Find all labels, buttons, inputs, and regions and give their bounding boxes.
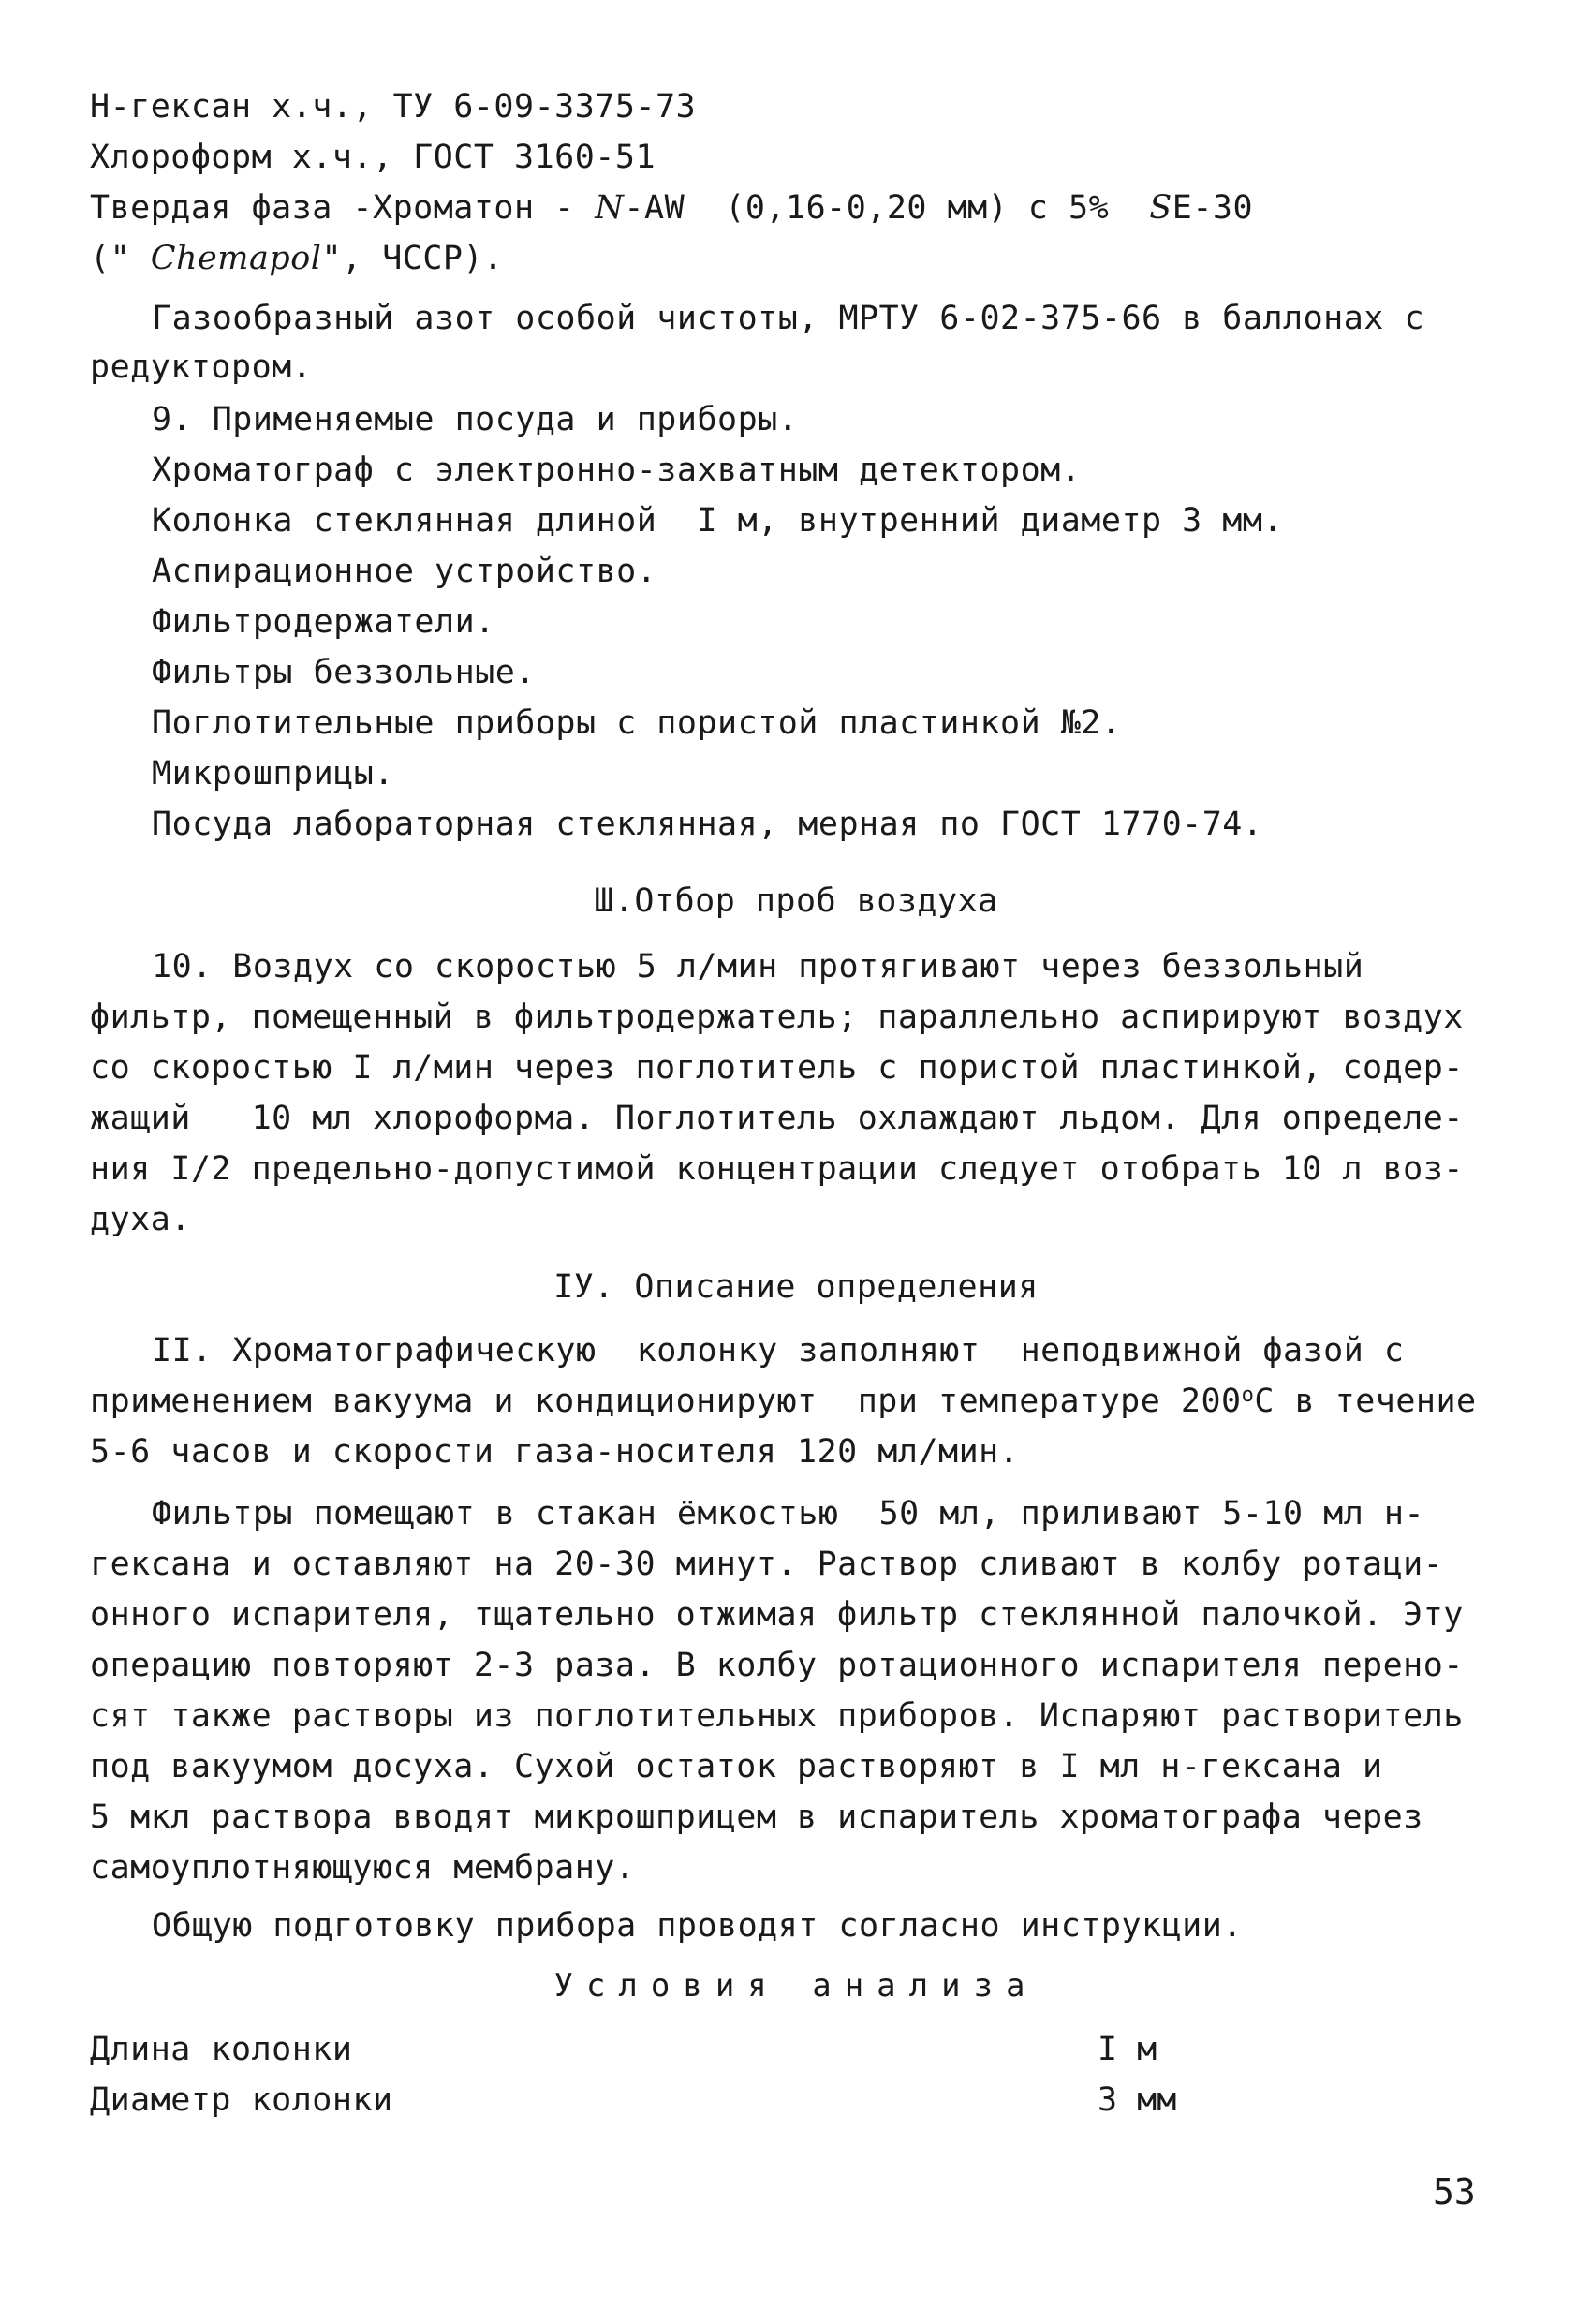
reagent-solid-phase	[90, 187, 1253, 229]
sampling-line: духа.	[90, 1201, 191, 1238]
description-p11-line: II. Хроматографическую колонку заполняют неподвижной фазой с	[152, 1332, 1405, 1369]
p11-text-a: применением вакуума и кондиционируют при температуре 200	[90, 1383, 1242, 1420]
reagent-nitrogen-line1: Газообразный азот особой чистоты, МРТУ 6-02-375-66 в баллонах с	[152, 300, 1425, 337]
description-p12-line: 5 мкл раствора вводят микрошприцем в испаритель хроматографа через	[90, 1799, 1423, 1836]
equipment-item: Микрошприцы.	[152, 755, 394, 792]
equipment-item: Аспирационное устройство.	[152, 553, 657, 590]
p11-text-b: С в течение	[1254, 1383, 1477, 1420]
description-p12-line: самоуплотняющуюся мембрану.	[90, 1849, 636, 1887]
description-p12-line: под вакуумом досуха. Сухой остаток растворяют в I мл н-гексана и	[90, 1748, 1383, 1785]
description-p11-line	[90, 1381, 1477, 1422]
section-heading-description: IУ. Описание определения	[553, 1268, 1039, 1306]
equipment-item: Фильтры беззольные.	[152, 654, 536, 691]
condition-label-column-length: Длина колонки	[90, 2031, 353, 2068]
sampling-line: со скоростью I л/мин через поглотитель с пористой пластинкой, содер-	[90, 1049, 1464, 1087]
equipment-item: Хроматограф с электронно-захватным детектором.	[152, 451, 1082, 489]
equipment-item: Поглотительные приборы с пористой пластинкой №2.	[152, 704, 1122, 742]
origin-close: ", ЧССР).	[321, 240, 504, 277]
sampling-line: фильтр, помещенный в фильтродержатель; параллельно аспирируют воздух	[90, 999, 1464, 1036]
equipment-item: Фильтродержатели.	[152, 603, 495, 641]
section-heading-conditions: Условия анализа	[553, 1967, 1039, 2005]
solid-phase-handwritten-n: N	[595, 189, 625, 227]
page-number: 53	[1433, 2171, 1476, 2213]
description-p12-line: онного испарителя, тщательно отжимая фильтр стеклянной палочкой. Эту	[90, 1596, 1464, 1634]
reagent-nitrogen-line2: редуктором.	[90, 348, 313, 386]
solid-phase-handwritten-s: S	[1149, 189, 1172, 227]
description-p12-line: операцию повторяют 2-3 раза. В колбу ротационного испарителя перено-	[90, 1647, 1464, 1684]
sampling-line: жащий 10 мл хлороформа. Поглотитель охлаждают льдом. Для определе-	[90, 1100, 1464, 1137]
description-p11-line: 5-6 часов и скорости газа-носителя 120 мл/мин.	[90, 1433, 1020, 1471]
sampling-line: 10. Воздух со скоростью 5 л/мин протягивают через беззольный	[152, 948, 1364, 985]
equipment-item: Посуда лабораторная стеклянная, мерная по ГОСТ 1770-74.	[152, 806, 1263, 843]
reagent-solid-phase-origin	[90, 238, 504, 279]
equipment-item: Колонка стеклянная длиной I м, внутренний диаметр 3 мм.	[152, 502, 1284, 540]
solid-phase-text-c: E-30	[1172, 189, 1254, 227]
equipment-heading: 9. Применяемые посуда и приборы.	[152, 401, 799, 438]
sampling-line: ния I/2 предельно-допустимой концентрации следует отобрать 10 л воз-	[90, 1150, 1464, 1188]
origin-open: ("	[90, 240, 151, 277]
description-p12-line: Фильтры помещают в стакан ёмкостью 50 мл, приливают 5-10 мл н-	[152, 1495, 1425, 1532]
origin-handwritten: Chemapol	[150, 240, 322, 277]
solid-phase-text-a: Твердая фаза -Хроматон -	[90, 189, 596, 227]
solid-phase-text-b: -AW (0,16-0,20 мм) с 5%	[624, 189, 1150, 227]
reagent-chloroform: Хлороформ х.ч., ГОСТ 3160-51	[90, 139, 656, 176]
description-p12-line: сят также растворы из поглотительных приборов. Испаряют растворитель	[90, 1697, 1464, 1735]
description-p12-line: гексана и оставляют на 20-30 минут. Раствор сливают в колбу ротаци-	[90, 1546, 1444, 1583]
description-p13: Общую подготовку прибора проводят согласно инструкции.	[152, 1907, 1243, 1945]
condition-value-column-length: I м	[1098, 2031, 1157, 2068]
condition-label-column-diameter: Диаметр колонки	[90, 2081, 393, 2119]
degree-superscript: о	[1241, 1384, 1255, 1407]
reagent-hexane: Н-гексан х.ч., ТУ 6-09-3375-73	[90, 88, 697, 126]
condition-value-column-diameter: 3 мм	[1098, 2081, 1177, 2119]
section-heading-sampling: Ш.Отбор проб воздуха	[594, 882, 998, 920]
